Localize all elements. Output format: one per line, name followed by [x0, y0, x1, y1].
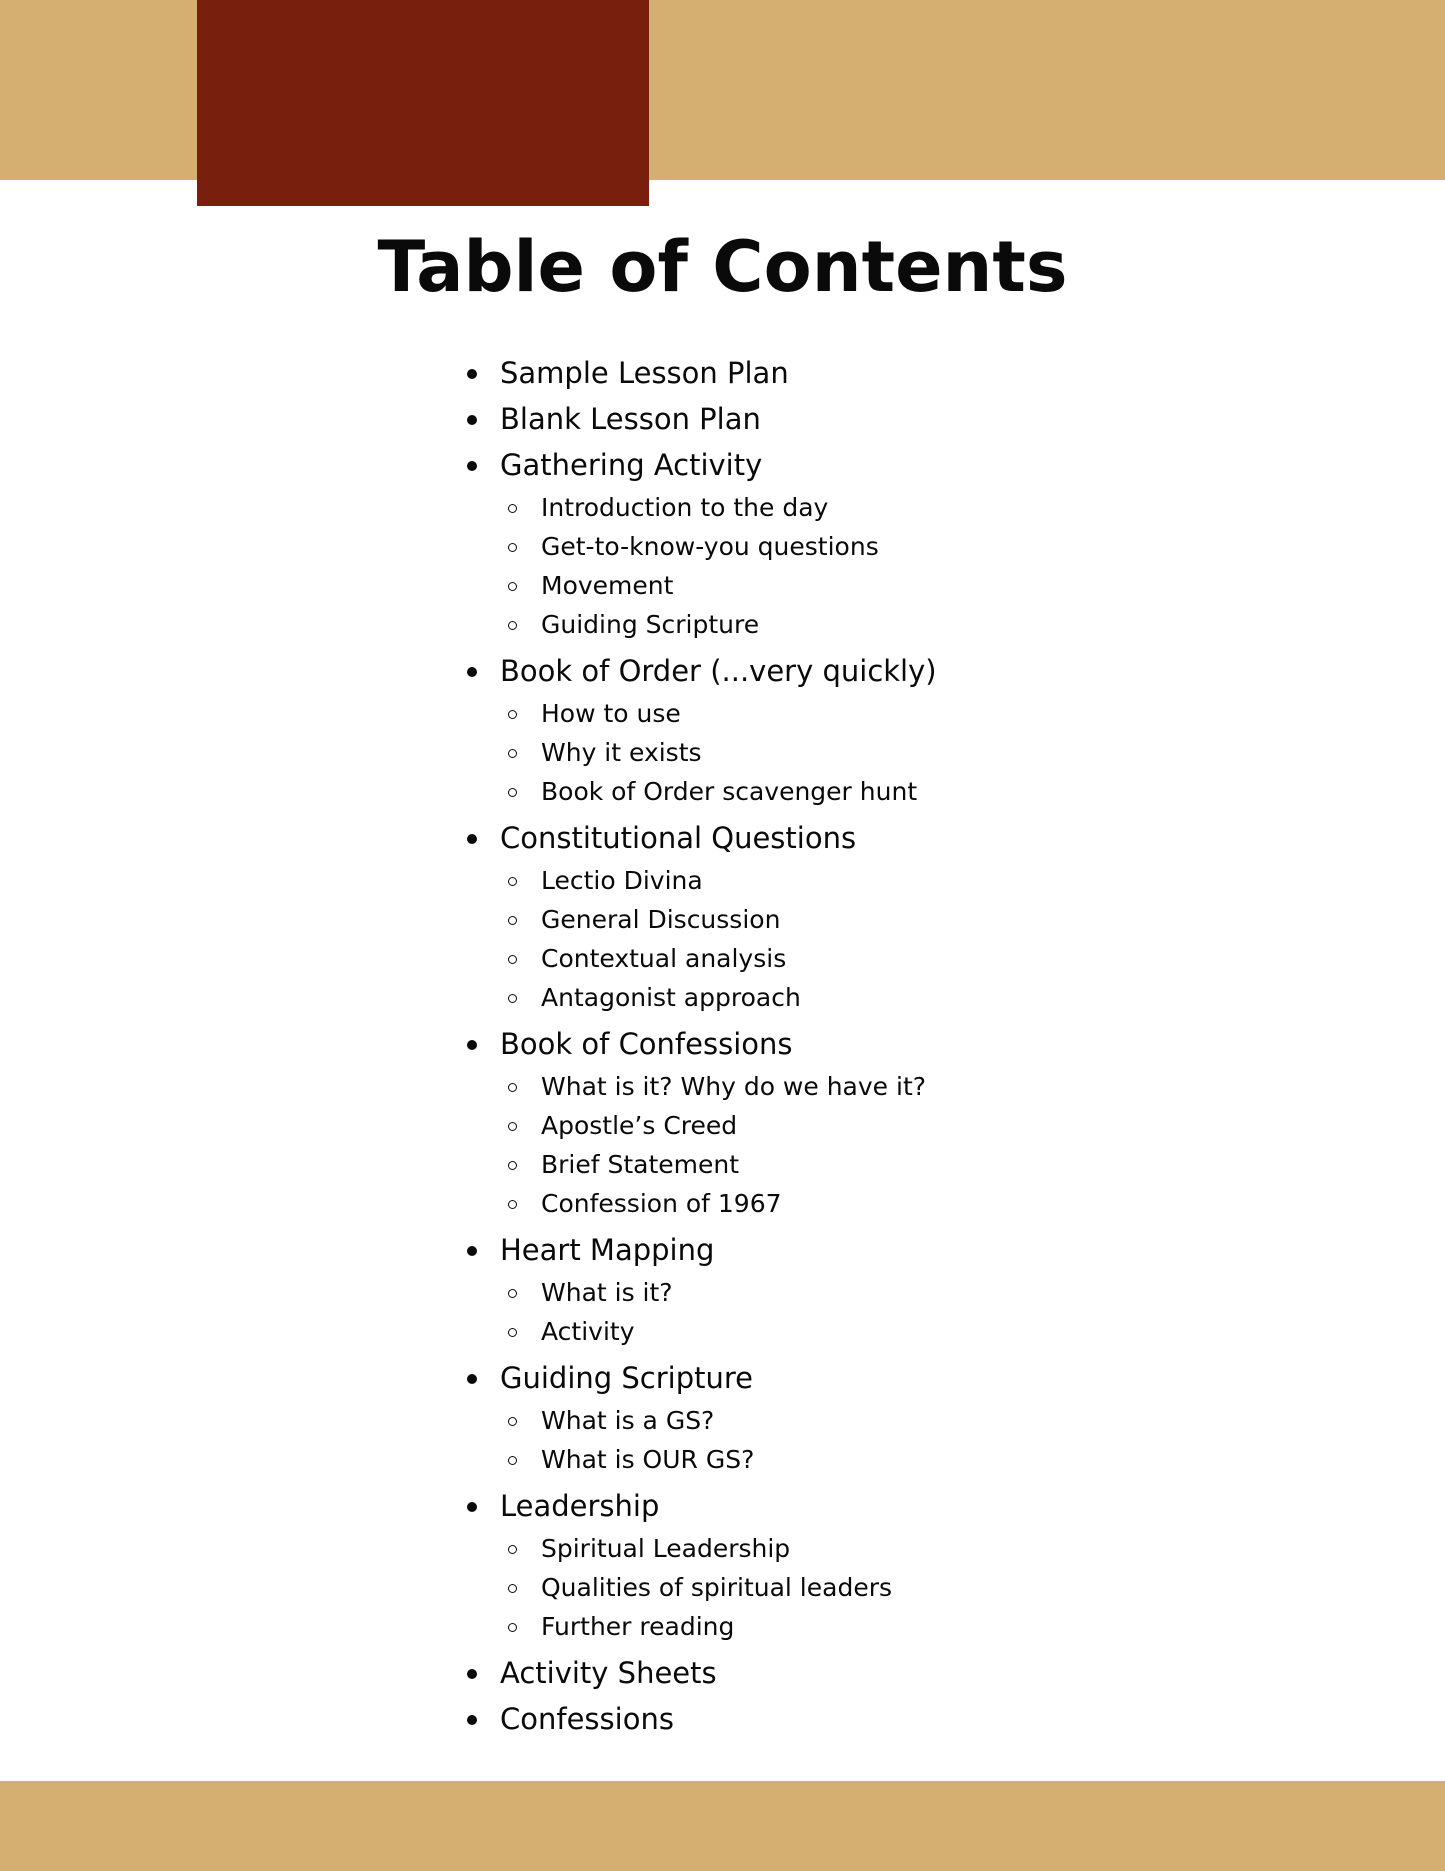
toc-subitem	[500, 1607, 937, 1646]
circle-bullet-icon	[508, 955, 517, 964]
toc-item-label: Leadership	[500, 1489, 660, 1523]
toc-sublist	[500, 1273, 937, 1351]
toc-item	[500, 1696, 937, 1742]
toc-subitem-label: Apostle’s Creed	[541, 1111, 738, 1140]
toc-section	[500, 442, 937, 644]
circle-bullet-icon	[508, 1623, 517, 1632]
toc-section	[500, 815, 937, 1017]
bullet-icon	[467, 1669, 477, 1679]
circle-bullet-icon	[508, 749, 517, 758]
toc-subitem-label: Brief Statement	[541, 1150, 740, 1179]
toc-subitem	[500, 1440, 937, 1479]
toc-subitem-label: Lectio Divina	[541, 866, 703, 895]
circle-bullet-icon	[508, 1417, 517, 1426]
toc-subitem	[500, 1312, 937, 1351]
toc-subitem	[500, 900, 937, 939]
toc-subitem-label: General Discussion	[541, 905, 781, 934]
toc-item-label: Guiding Scripture	[500, 1361, 753, 1395]
bottom-decorative-band	[0, 1781, 1445, 1871]
bullet-icon	[467, 415, 477, 425]
toc-section	[500, 1021, 937, 1223]
toc-subitem	[500, 694, 937, 733]
toc-item-label: Book of Confessions	[500, 1027, 793, 1061]
toc-subitem-label: Activity	[541, 1317, 635, 1346]
toc-subitem	[500, 1273, 937, 1312]
circle-bullet-icon	[508, 582, 517, 591]
circle-bullet-icon	[508, 788, 517, 797]
toc-item	[500, 396, 937, 442]
circle-bullet-icon	[508, 543, 517, 552]
toc-subitem	[500, 605, 937, 644]
toc-item	[500, 648, 937, 694]
toc-subitem-label: What is OUR GS?	[541, 1445, 755, 1474]
circle-bullet-icon	[508, 1328, 517, 1337]
toc-sublist	[500, 861, 937, 1017]
bullet-icon	[467, 1374, 477, 1384]
bullet-icon	[467, 461, 477, 471]
toc-sublist	[500, 694, 937, 811]
toc-subitem-label: Spiritual Leadership	[541, 1534, 791, 1563]
circle-bullet-icon	[508, 1122, 517, 1131]
toc-subitem-label: What is a GS?	[541, 1406, 715, 1435]
circle-bullet-icon	[508, 504, 517, 513]
toc-subitem	[500, 1529, 937, 1568]
toc-sublist	[500, 1067, 937, 1223]
bullet-icon	[467, 1040, 477, 1050]
toc-item-label: Heart Mapping	[500, 1233, 715, 1267]
toc-subitem-label: Qualities of spiritual leaders	[541, 1573, 893, 1602]
toc-section	[500, 1355, 937, 1479]
toc-section	[500, 1650, 937, 1696]
toc-section	[500, 648, 937, 811]
toc-subitem-label: Get-to-know-you questions	[541, 532, 879, 561]
toc-item	[500, 1483, 937, 1529]
toc-subitem-label: Antagonist approach	[541, 983, 801, 1012]
toc-sublist	[500, 488, 937, 644]
toc-section	[500, 1227, 937, 1351]
toc-subitem	[500, 772, 937, 811]
circle-bullet-icon	[508, 1200, 517, 1209]
toc-item-label: Blank Lesson Plan	[500, 402, 761, 436]
circle-bullet-icon	[508, 621, 517, 630]
circle-bullet-icon	[508, 1289, 517, 1298]
toc-subitem	[500, 1568, 937, 1607]
toc-subitem	[500, 1401, 937, 1440]
toc-item-label: Gathering Activity	[500, 448, 763, 482]
toc-subitem	[500, 527, 937, 566]
circle-bullet-icon	[508, 1545, 517, 1554]
toc-item	[500, 815, 937, 861]
toc-item	[500, 1355, 937, 1401]
toc-subitem-label: Further reading	[541, 1612, 735, 1641]
circle-bullet-icon	[508, 1456, 517, 1465]
page-title: Table of Contents	[377, 226, 1068, 308]
toc-subitem-label: Contextual analysis	[541, 944, 787, 973]
toc-item-label: Activity Sheets	[500, 1656, 717, 1690]
toc-subitem	[500, 861, 937, 900]
toc-item	[500, 1650, 937, 1696]
circle-bullet-icon	[508, 916, 517, 925]
circle-bullet-icon	[508, 877, 517, 886]
circle-bullet-icon	[508, 1584, 517, 1593]
toc-subitem	[500, 1067, 937, 1106]
toc-sublist	[500, 1401, 937, 1479]
toc-item	[500, 350, 937, 396]
bullet-icon	[467, 667, 477, 677]
toc-item	[500, 1021, 937, 1067]
circle-bullet-icon	[508, 710, 517, 719]
toc-subitem-label: Confession of 1967	[541, 1189, 782, 1218]
accent-block	[197, 0, 649, 206]
toc-subitem-label: Book of Order scavenger hunt	[541, 777, 918, 806]
toc-subitem	[500, 1184, 937, 1223]
circle-bullet-icon	[508, 1161, 517, 1170]
toc-subitem-label: What is it?	[541, 1278, 673, 1307]
toc-subitem	[500, 1145, 937, 1184]
circle-bullet-icon	[508, 1083, 517, 1092]
bullet-icon	[467, 369, 477, 379]
toc-item-label: Book of Order (...very quickly)	[500, 654, 937, 688]
bullet-icon	[467, 1715, 477, 1725]
toc-item-label: Constitutional Questions	[500, 821, 857, 855]
toc-item	[500, 1227, 937, 1273]
toc-section	[500, 396, 937, 442]
toc-subitem-label: Guiding Scripture	[541, 610, 760, 639]
toc-subitem	[500, 1106, 937, 1145]
bullet-icon	[467, 1502, 477, 1512]
circle-bullet-icon	[508, 994, 517, 1003]
toc-subitem-label: Movement	[541, 571, 674, 600]
toc-subitem-label: What is it? Why do we have it?	[541, 1072, 927, 1101]
toc-item	[500, 442, 937, 488]
toc-subitem	[500, 939, 937, 978]
toc-subitem	[500, 733, 937, 772]
toc-sublist	[500, 1529, 937, 1646]
toc-subitem	[500, 488, 937, 527]
toc-item-label: Sample Lesson Plan	[500, 356, 789, 390]
bullet-icon	[467, 834, 477, 844]
bullet-icon	[467, 1246, 477, 1256]
toc-section	[500, 1483, 937, 1646]
toc-item-label: Confessions	[500, 1702, 674, 1736]
toc-section	[500, 350, 937, 396]
toc-subitem-label: Why it exists	[541, 738, 702, 767]
toc-subitem	[500, 978, 937, 1017]
toc-subitem-label: Introduction to the day	[541, 493, 829, 522]
toc-subitem-label: How to use	[541, 699, 681, 728]
toc-subitem	[500, 566, 937, 605]
table-of-contents-list	[500, 350, 937, 1742]
toc-section	[500, 1696, 937, 1742]
